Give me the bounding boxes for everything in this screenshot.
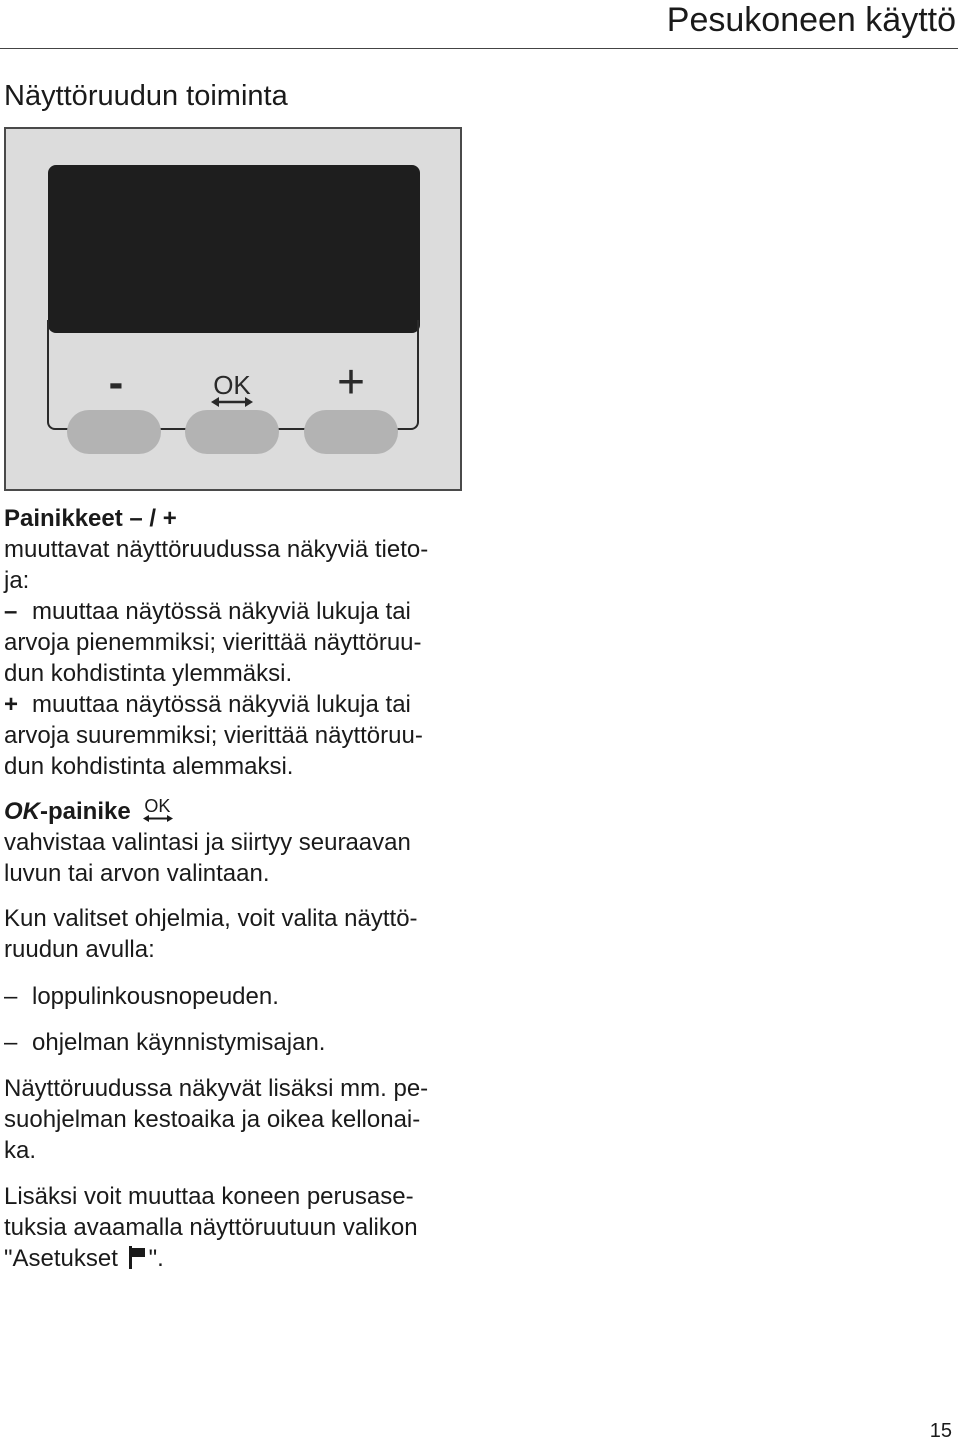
buttons-intro-line: ja: bbox=[4, 567, 30, 594]
ok-heading-rest: -painike bbox=[40, 798, 131, 825]
list-dash: – bbox=[4, 983, 18, 1010]
ok-button[interactable] bbox=[185, 410, 279, 454]
running-header: Pesukoneen käyttö bbox=[666, 1, 956, 39]
ok-symbol-label: OK bbox=[213, 370, 251, 400]
ok-text-line: luvun tai arvon valintaan. bbox=[4, 860, 270, 887]
settings-label: "Asetukset bbox=[4, 1245, 125, 1272]
settings-text-last bbox=[4, 1243, 164, 1274]
page-number: 15 bbox=[929, 1420, 952, 1442]
flag-icon bbox=[127, 1245, 147, 1269]
plus-item-line: arvoja suuremmiksi; vierittää näyttöruu- bbox=[4, 722, 423, 749]
list-item: ohjelman käynnistymisajan. bbox=[32, 1029, 326, 1056]
header-rule bbox=[0, 48, 958, 49]
minus-button[interactable] bbox=[67, 410, 161, 454]
extra-text-line: suohjelman kestoaika ja oikea kellonai- bbox=[4, 1106, 421, 1133]
minus-item-symbol: – bbox=[4, 598, 18, 625]
double-arrow-icon bbox=[143, 814, 173, 823]
minus-item-line: arvoja pienemmiksi; vierittää näyttöruu- bbox=[4, 629, 422, 656]
extra-text-line: Näyttöruudussa näkyvät lisäksi mm. pe- bbox=[4, 1075, 429, 1102]
minus-symbol: - bbox=[108, 358, 124, 407]
programs-text-line: Kun valitset ohjelmia, voit valita näyttö- bbox=[4, 905, 418, 932]
buttons-heading: Painikkeet – / + bbox=[4, 505, 177, 532]
ok-text-line: vahvistaa valintasi ja siirtyy seuraavan bbox=[4, 829, 411, 856]
buttons-intro-line: muuttavat näyttöruudussa näkyviä tieto- bbox=[4, 536, 429, 563]
minus-item-line: muuttaa näytössä näkyviä lukuja tai bbox=[32, 598, 411, 625]
display-screen bbox=[48, 165, 420, 333]
plus-item-line: muuttaa näytössä näkyviä lukuja tai bbox=[32, 691, 411, 718]
minus-item-line: dun kohdistinta ylemmäksi. bbox=[4, 660, 293, 687]
plus-symbol: + bbox=[336, 356, 366, 409]
plus-item-line: dun kohdistinta alemmaksi. bbox=[4, 753, 294, 780]
list-item: loppulinkousnopeuden. bbox=[32, 983, 279, 1010]
extra-text-line: ka. bbox=[4, 1137, 37, 1164]
settings-label-end: ". bbox=[148, 1245, 164, 1272]
double-arrow-icon bbox=[211, 396, 253, 408]
ok-icon: OK bbox=[141, 800, 175, 826]
settings-text-line: Lisäksi voit muuttaa koneen perusase- bbox=[4, 1183, 414, 1210]
list-dash: – bbox=[4, 1029, 18, 1056]
ok-heading-italic: OK bbox=[4, 798, 40, 825]
plus-item-symbol: + bbox=[4, 691, 19, 718]
programs-text-line: ruudun avulla: bbox=[4, 936, 155, 963]
section-title: Näyttöruudun toiminta bbox=[4, 80, 288, 112]
settings-text-line: tuksia avaamalla näyttöruutuun valikon bbox=[4, 1214, 418, 1241]
ok-heading bbox=[4, 796, 175, 827]
plus-button[interactable] bbox=[304, 410, 398, 454]
